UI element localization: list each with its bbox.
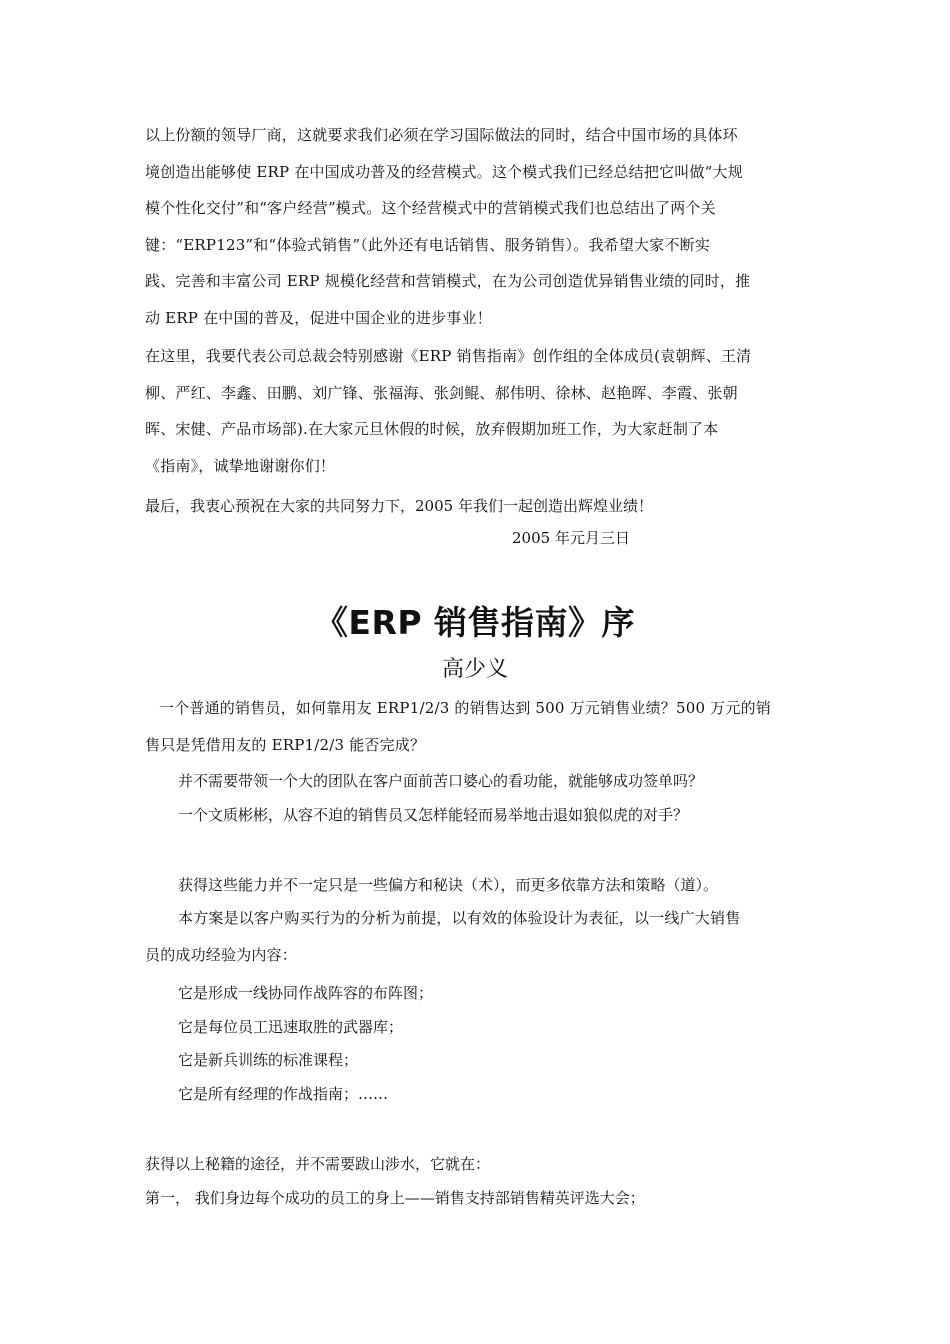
text-line: 员的成功经验为内容： (145, 945, 298, 964)
paragraph-closing: 最后，我衷心预祝在大家的共同努力下，2005 年我们一起创造出辉煌业绩！ (145, 497, 653, 515)
text-line: 模个性化交付”和“客户经营”模式。这个经营模式中的营销模式我们也总结出了两个关 (145, 199, 716, 218)
text-line: 本方案是以客户购买行为的分析为前提，以有效的体验设计为表征，以一线广大销售 (178, 909, 741, 927)
text-line: 在这里，我要代表公司总裁会特别感谢《ERP 销售指南》创作组的全体成员(袁朝辉、王清 (145, 347, 752, 365)
text-line: 一个普通的销售员，如何靠用友 ERP1/2/3 的销售达到 500 万元销售业绩？500 万元的销 (159, 699, 771, 717)
paragraph-ability: 获得这些能力并不一定只是一些偏方和秘诀（术），而更多依靠方法和策略（道）。 (178, 876, 719, 894)
text-line: 售只是凭借用友的 ERP1/2/3 能否完成？ (145, 735, 426, 754)
preface-title: 《ERP 销售指南》序 (314, 603, 636, 642)
text-line: 境创造出能够使 ERP 在中国成功普及的经营模式。这个模式我们已经总结把它叫做“大规 (145, 162, 743, 181)
preface-author: 高少义 (441, 657, 508, 682)
paragraph-plan (145, 900, 810, 973)
text-line: 晖、宋健、产品市场部).在大家元旦休假的时候，放弃假期加班工作，为大家赶制了本 (145, 420, 719, 439)
paragraph-first: 第一， 我们身边每个成功的员工的身上——销售支持部销售精英评选大会； (145, 1189, 645, 1207)
text-line: 动 ERP 在中国的普及，促进中国企业的进步事业！ (145, 308, 492, 327)
text-line: 《指南》，诚挚地谢谢你们！ (145, 456, 336, 475)
paragraph-erp-model (145, 117, 810, 337)
text-line: 践、完善和丰富公司 ERP 规模化经营和营销模式，在为公司创造优异销售业绩的同时，推 (145, 272, 751, 291)
signature-date: 2005 年元月三日 (512, 529, 630, 547)
text-line: 以上份额的领导厂商，这就要求我们必须在学习国际做法的同时，结合中国市场的具体环 (145, 126, 738, 144)
question-line: 一个文质彬彬，从容不迫的销售员又怎样能轻而易举地击退如狼似虎的对手？ (178, 806, 689, 824)
paragraph-intro (145, 690, 810, 763)
text-line: 键：“ERP123”和“体验式销售”（此外还有电话销售、服务销售）。我希望大家不断实 (145, 235, 711, 254)
question-line: 并不需要带领一个大的团队在客户面前苦口婆心的看功能，就能够成功签单吗？ (178, 772, 704, 790)
list-item: 它是所有经理的作战指南；…… (178, 1085, 389, 1103)
list-item: 它是新兵训练的标准课程； (178, 1051, 359, 1069)
text-line: 柳、严红、李鑫、田鹏、刘广锋、张福海、张剑鲲、郝伟明、徐林、赵艳晖、李霞、张朝 (145, 383, 738, 402)
list-item: 它是每位员工迅速取胜的武器库； (178, 1018, 404, 1036)
paragraph-thanks (145, 338, 810, 484)
paragraph-path: 获得以上秘籍的途径，并不需要跋山涉水，它就在： (145, 1155, 491, 1173)
list-item: 它是形成一线协同作战阵容的布阵图； (178, 984, 434, 1002)
